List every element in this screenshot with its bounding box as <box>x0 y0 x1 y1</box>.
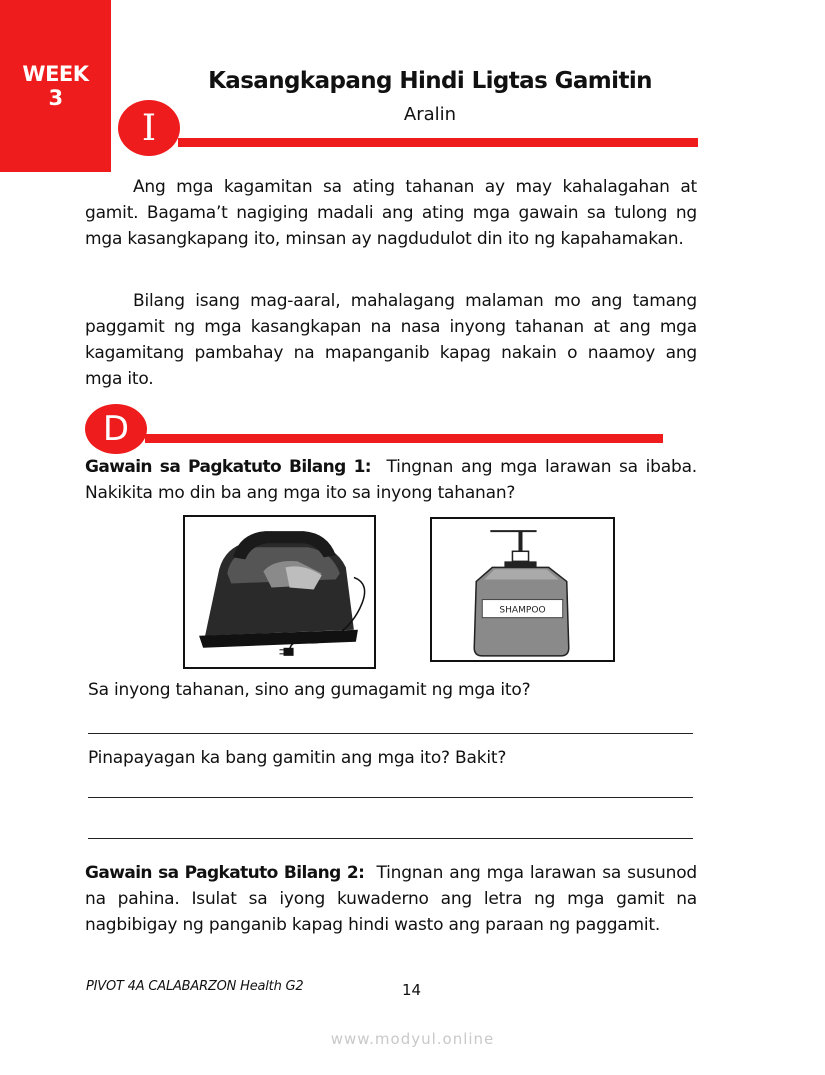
intro-paragraph-1 <box>85 174 697 252</box>
section-i-letter: I <box>141 107 157 149</box>
page-subtitle: Aralin <box>403 104 457 125</box>
watermark: www.modyul.online <box>330 1030 495 1048</box>
activity-1-text: Tingnan ang mga larawan sa ibaba. Nakikita mo din ba ang mga ito sa inyong tahanan? <box>85 457 697 503</box>
shampoo-bottle-icon <box>432 519 613 660</box>
shampoo-bottle-image <box>430 517 615 662</box>
footer-source: PIVOT 4A CALABARZON Health G2 <box>86 979 304 994</box>
answer-line-3 <box>88 838 693 839</box>
page-number: 14 <box>402 981 422 999</box>
section-i-divider <box>178 138 698 147</box>
page-title: Kasangkapang Hindi Ligtas Gamitin <box>208 68 652 94</box>
activity-1-label: Gawain sa Pagkatuto Bilang 1: <box>85 457 372 477</box>
intro-paragraph-2 <box>85 288 697 392</box>
answer-line-1 <box>88 733 693 734</box>
section-d-badge <box>85 404 147 454</box>
question-1: Sa inyong tahanan, sino ang gumagamit ng mga ito? <box>88 680 531 700</box>
activity-2-text: Tingnan ang mga larawan sa susunod na pahina. Isulat sa iyong kuwaderno ang letra ng mga gamit na nagbibigay ng panganib kapag hindi wasto ang paraan ng paggamit. <box>85 863 697 935</box>
week-label: WEEK <box>22 62 89 86</box>
activity-1 <box>85 454 697 506</box>
activity-2-label: Gawain sa Pagkatuto Bilang 2: <box>85 863 365 883</box>
answer-line-2 <box>88 797 693 798</box>
activity-2 <box>85 860 697 938</box>
intro-paragraph-1-text: Ang mga kagamitan sa ating tahanan ay may kahalagahan at gamit. Bagama’t nagiging madali ang ating mga gawain sa tulong ng mga kasangkapang ito, minsan ay nagdudulot din ito ng kapahamakan. <box>85 177 697 249</box>
week-number: 3 <box>48 86 63 110</box>
section-i-badge <box>118 100 180 156</box>
flat-iron-icon <box>185 517 374 667</box>
section-d-divider <box>145 434 663 443</box>
question-2: Pinapayagan ka bang gamitin ang mga ito? Bakit? <box>88 748 507 768</box>
week-tab <box>0 0 111 172</box>
intro-paragraph-2-text: Bilang isang mag-aaral, mahalagang malaman mo ang tamang paggamit ng mga kasangkapan na nasa inyong tahanan at ang mga kagamitang pambahay na mapanganib kapag nakain o naamoy ang mga ito. <box>85 291 697 389</box>
section-d-letter: D <box>102 409 130 449</box>
shampoo-label: SHAMPOO <box>499 605 546 616</box>
flat-iron-image <box>183 515 376 669</box>
